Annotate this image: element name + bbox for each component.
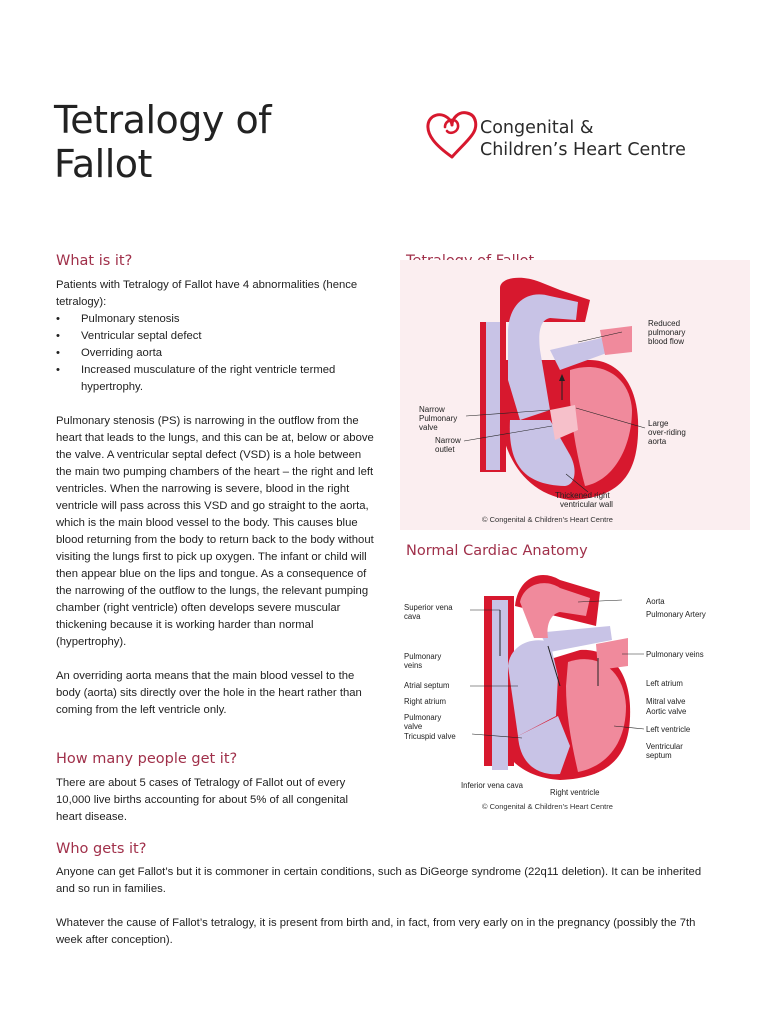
label-reduced-3: blood flow [648,337,685,346]
label-narrow-outlet-2: outlet [435,445,455,454]
what-paragraph-2: An overriding aorta means that the main blood vessel to the body (aorta) sits directly over the hole in the heart rather than coming from the left ventricle only. [56,670,362,716]
label-mitral: Mitral valve [646,697,686,706]
label-vseptum-1: Ventricular [646,742,683,751]
how-many-heading: How many people get it? [56,751,238,767]
pulmonary-veins [600,326,632,355]
label-reduced-1: Reduced [648,319,681,328]
how-many-section [56,775,374,826]
who-gets-it-heading: Who gets it? [56,841,147,857]
what-is-it-heading: What is it? [56,253,133,269]
label-large-3: aorta [648,437,667,446]
label-large-1: Large [648,419,669,428]
label-right-atrium: Right atrium [404,697,447,706]
list-item: • Ventricular septal defect [56,328,374,345]
label-pv-left-1: Pulmonary [404,652,442,661]
tetralogy-diagram [400,260,750,530]
label-tricuspid: Tricuspid valve [404,732,456,741]
list-item: • Overriding aorta [56,345,374,362]
label-large-2: over-riding [648,428,686,437]
svc-blue [486,322,500,470]
who-paragraph-1: Anyone can get Fallot’s but it is commoner in certain conditions, such as DiGeorge syndrome (22q11 deletion). It can be inherited and so run in families. [56,866,702,895]
label-narrow-valve-2: Pulmonary [419,414,458,423]
logo-line-1: Congenital & [480,118,594,138]
page-title [54,98,271,186]
label-thick-2: ventricular wall [560,500,613,509]
what-is-it-section [56,277,374,719]
how-many-text: There are about 5 cases of Tetralogy of Fallot out of every 10,000 live births accounting for about 5% of all congenital heart disease. [56,777,349,823]
label-atrial-septum: Atrial septum [404,681,450,690]
figure-1-credit: © Congenital & Children’s Heart Centre [482,515,613,524]
label-pvalve-2: valve [404,722,423,731]
what-paragraph-1: Pulmonary stenosis (PS) is narrowing in the outflow from the heart that leads to the lungs, and this can be at, below or above the valve. A ventricular septal defect (VSD) is a hole between the main two pumping chambers of the heart – the right and left ventricles. When the narrowing is severe, blood in the right ventricle will pass across this VSD and go straight to the aorta, which is the main blood vessel to the body. This causes blue blood returning from the body to return back to the body without visiting the lungs first to pick up oxygen. The infant or child will then appear blue on the lips and tongue. As a consequence of the narrowing of the outflow to the lungs, the relevant pumping chamber (right ventricle) often develops severe muscular thickening because it is working harder than normal (hypertrophy). [56,415,374,648]
label-left-ventricle: Left ventricle [646,725,691,734]
label-pv-right: Pulmonary veins [646,650,704,659]
label-right-ventricle: Right ventricle [550,788,600,797]
normal-anatomy-diagram [400,566,750,816]
title-line-1: Tetralogy of [54,98,272,142]
label-narrow-valve-3: valve [419,423,438,432]
label-left-atrium: Left atrium [646,679,683,688]
label-pulmonary-artery: Pulmonary Artery [646,610,706,619]
abnormalities-list [56,311,374,396]
label-svc-2: cava [404,612,421,621]
label-vseptum-2: septum [646,751,672,760]
label-narrow-outlet-1: Narrow [435,436,461,445]
label-svc-1: Superior vena [404,603,453,612]
label-ivc: Inferior vena cava [461,781,523,790]
who-paragraph-2: Whatever the cause of Fallot’s tetralogy, it is present from birth and, in fact, from very early on in the pregnancy (possibly the 7th week after conception). [56,917,696,946]
what-intro: Patients with Tetralogy of Fallot have 4 abnormalities (hence tetralogy): [56,279,358,308]
who-gets-it-section [56,864,706,949]
logo-line-2: Children’s Heart Centre [480,140,686,160]
figure-2-title: Normal Cardiac Anatomy [406,543,588,559]
label-aortic-valve: Aortic valve [646,707,687,716]
list-item: • Pulmonary stenosis [56,311,374,328]
label-pvalve-1: Pulmonary [404,713,442,722]
title-line-2: Fallot [54,142,152,186]
label-pv-left-2: veins [404,661,423,670]
label-reduced-2: pulmonary [648,328,686,337]
heart-centre-logo [425,105,725,167]
label-thick-1: Thickened right [555,491,610,500]
label-narrow-valve-1: Narrow [419,405,445,414]
figure-2-credit: © Congenital & Children’s Heart Centre [482,802,613,811]
logo-text [480,117,686,161]
list-item: • Increased musculature of the right ventricle termed hypertrophy. [56,362,374,396]
label-aorta: Aorta [646,597,665,606]
heart-logo-icon [425,105,479,163]
